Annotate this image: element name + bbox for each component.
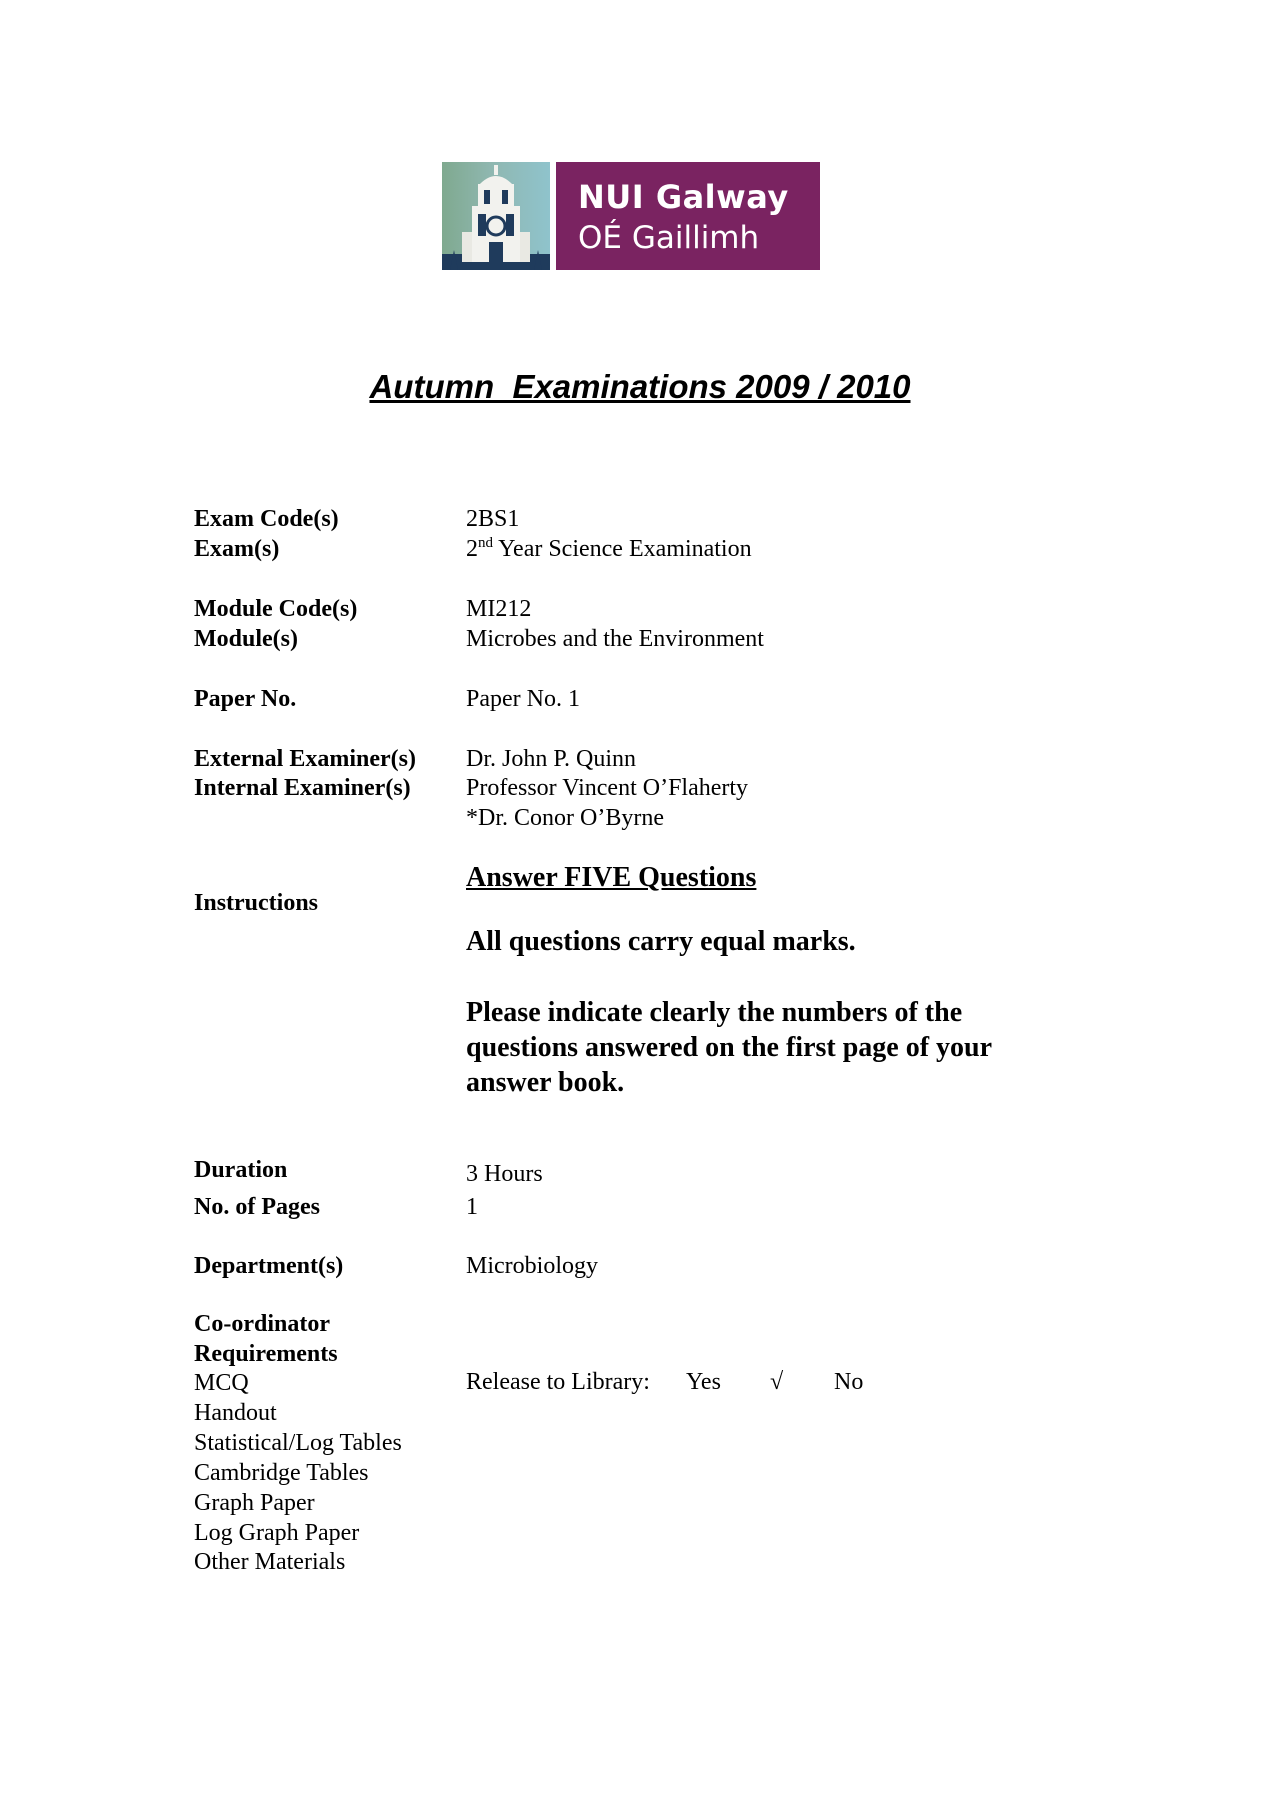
requirement-item: Cambridge Tables xyxy=(194,1460,369,1486)
release-no-option: No xyxy=(834,1369,864,1395)
modules-value: Microbes and the Environment xyxy=(466,626,764,652)
instruction-indicate-numbers: Please indicate clearly the numbers of the questions answered on the first page of your answer book. xyxy=(466,997,992,1098)
logo-name-english: NUI Galway xyxy=(578,178,789,216)
instructions-label: Instructions xyxy=(194,890,319,916)
pages-label: No. of Pages xyxy=(194,1194,320,1220)
requirement-item: MCQ xyxy=(194,1370,249,1396)
exam-codes-value: 2BS1 xyxy=(466,506,520,532)
modules-label: Module(s) xyxy=(194,626,298,652)
pages-value: 1 xyxy=(466,1194,478,1220)
internal-examiners-label: Internal Examiner(s) xyxy=(194,775,411,801)
exams-label: Exam(s) xyxy=(194,536,280,562)
instruction-equal-marks: All questions carry equal marks. xyxy=(466,926,856,957)
exams-value-ordinal: 2 xyxy=(466,536,478,562)
exam-codes-label: Exam Code(s) xyxy=(194,506,339,532)
internal-examiner-1: Professor Vincent O’Flaherty xyxy=(466,775,749,801)
release-to-library-label: Release to Library: xyxy=(466,1369,650,1395)
requirements-label: Requirements xyxy=(194,1341,338,1367)
paper-no-label: Paper No. xyxy=(194,686,297,712)
logo-text-panel xyxy=(556,162,820,270)
nui-galway-logo xyxy=(442,162,820,270)
release-yes-checkmark: √ xyxy=(770,1369,784,1395)
departments-label: Department(s) xyxy=(194,1253,344,1279)
departments-value: Microbiology xyxy=(466,1253,598,1279)
logo-name-irish: OÉ Gaillimh xyxy=(578,220,760,256)
internal-examiner-2: *Dr. Conor O’Byrne xyxy=(466,805,664,831)
duration-value: 3 Hours xyxy=(466,1161,543,1187)
release-yes-option: Yes xyxy=(686,1369,721,1395)
module-codes-value: MI212 xyxy=(466,596,532,622)
requirement-item: Log Graph Paper xyxy=(194,1520,360,1546)
exams-value-rest: Year Science Examination xyxy=(493,536,752,562)
paper-no-value: Paper No. 1 xyxy=(466,686,580,712)
requirement-item: Other Materials xyxy=(194,1549,346,1575)
requirement-item: Handout xyxy=(194,1400,277,1426)
requirement-item: Graph Paper xyxy=(194,1490,315,1516)
exams-value xyxy=(466,536,752,563)
external-examiners-label: External Examiner(s) xyxy=(194,746,416,772)
clock-tower-icon xyxy=(442,162,550,270)
module-codes-label: Module Code(s) xyxy=(194,596,358,622)
requirement-item: Statistical/Log Tables xyxy=(194,1430,402,1456)
duration-label: Duration xyxy=(194,1157,288,1183)
external-examiners-value: Dr. John P. Quinn xyxy=(466,746,637,772)
page-title: Autumn Examinations 2009 / 2010 xyxy=(369,368,911,405)
exams-value-suffix: nd xyxy=(478,535,493,551)
instruction-answer-five: Answer FIVE Questions xyxy=(466,862,757,893)
coordinator-label: Co-ordinator xyxy=(194,1311,330,1337)
